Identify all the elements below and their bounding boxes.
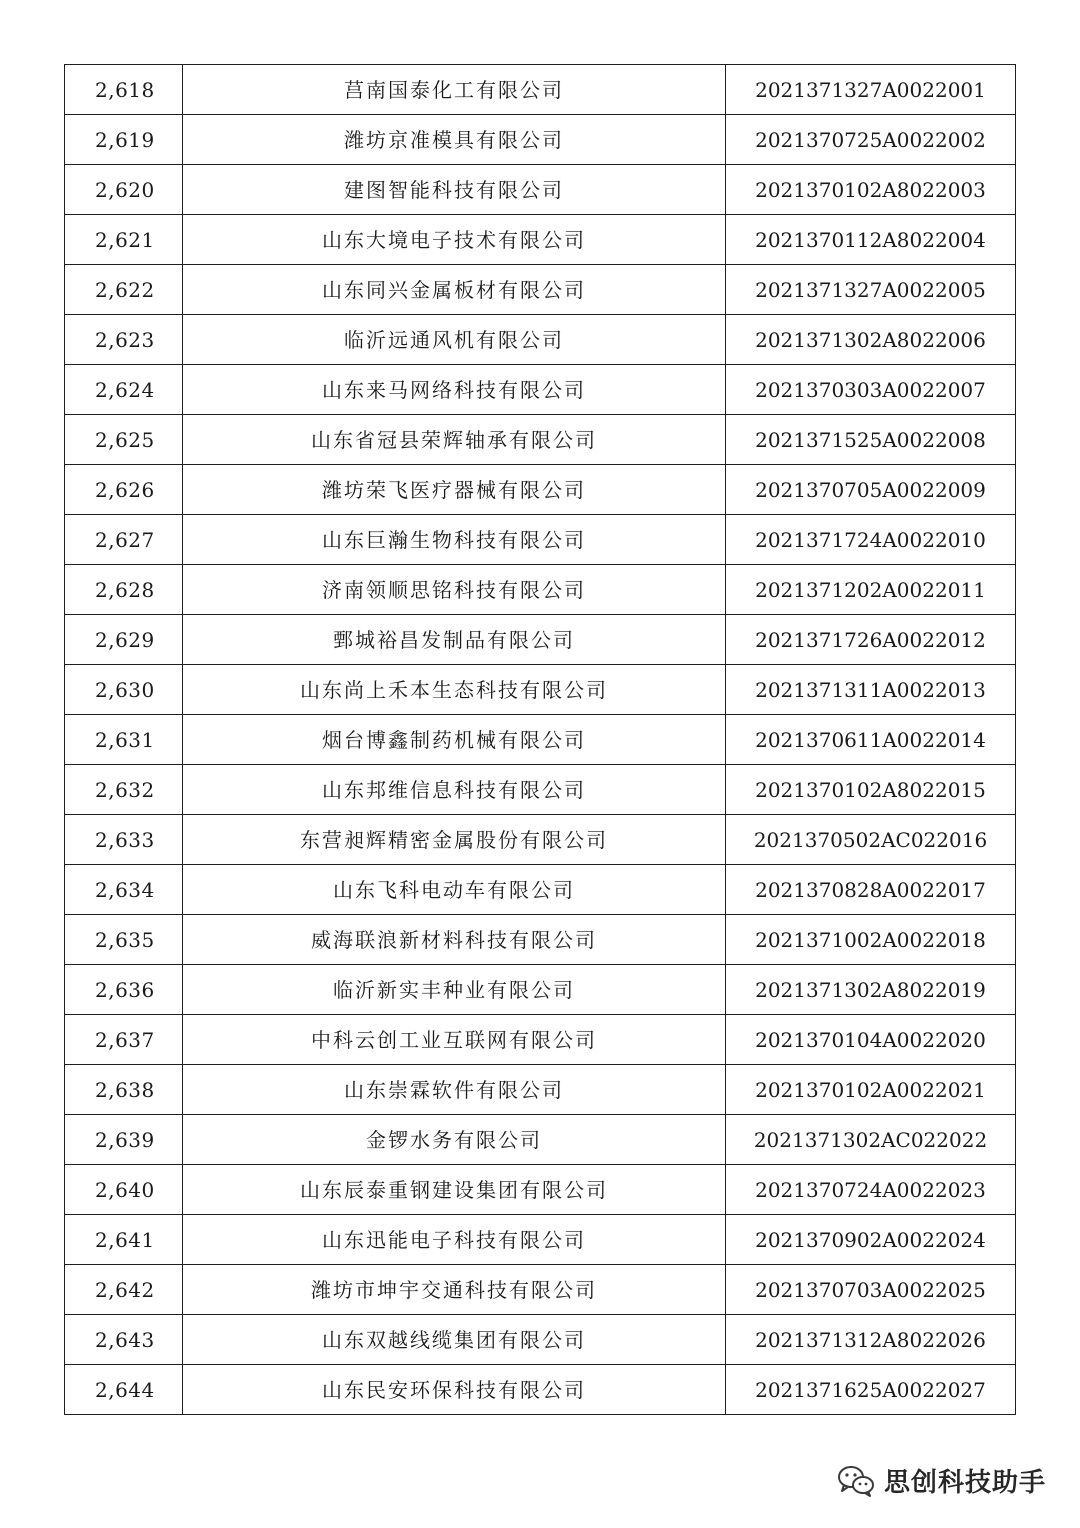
row-number: 2,618: [65, 65, 183, 115]
row-number: 2,622: [65, 265, 183, 315]
company-name: 临沂新实丰种业有限公司: [183, 965, 726, 1015]
registration-code: 2021371312A8022026: [726, 1315, 1016, 1365]
table-row: [65, 365, 1016, 415]
table-row: [65, 565, 1016, 615]
row-number: 2,634: [65, 865, 183, 915]
registration-code: 2021370102A8022015: [726, 765, 1016, 815]
company-name: 山东民安环保科技有限公司: [183, 1365, 726, 1415]
company-name: 东营昶辉精密金属股份有限公司: [183, 815, 726, 865]
row-number: 2,638: [65, 1065, 183, 1115]
row-number: 2,639: [65, 1115, 183, 1165]
row-number: 2,641: [65, 1215, 183, 1265]
table-row: [65, 1265, 1016, 1315]
registration-code: 2021371302A8022019: [726, 965, 1016, 1015]
registration-code: 2021371202A0022011: [726, 565, 1016, 615]
table-row: [65, 1215, 1016, 1265]
registration-code: 2021371002A0022018: [726, 915, 1016, 965]
registration-code: 2021371625A0022027: [726, 1365, 1016, 1415]
table-row: [65, 215, 1016, 265]
company-name: 威海联浪新材料科技有限公司: [183, 915, 726, 965]
registration-code: 2021370724A0022023: [726, 1165, 1016, 1215]
row-number: 2,631: [65, 715, 183, 765]
row-number: 2,640: [65, 1165, 183, 1215]
company-name: 山东省冠县荣辉轴承有限公司: [183, 415, 726, 465]
row-number: 2,623: [65, 315, 183, 365]
registration-code: 2021370104A0022020: [726, 1015, 1016, 1065]
row-number: 2,621: [65, 215, 183, 265]
row-number: 2,627: [65, 515, 183, 565]
row-number: 2,632: [65, 765, 183, 815]
company-name: 山东辰泰重钢建设集团有限公司: [183, 1165, 726, 1215]
table-row: [65, 65, 1016, 115]
company-name: 山东邦维信息科技有限公司: [183, 765, 726, 815]
table-row: [65, 265, 1016, 315]
registration-code: 2021370112A8022004: [726, 215, 1016, 265]
table-row: [65, 1315, 1016, 1365]
company-name: 金锣水务有限公司: [183, 1115, 726, 1165]
company-name: 鄄城裕昌发制品有限公司: [183, 615, 726, 665]
watermark-text: 思创科技助手: [883, 1468, 1046, 1498]
company-name: 烟台博鑫制药机械有限公司: [183, 715, 726, 765]
wechat-icon: [836, 1463, 876, 1499]
row-number: 2,626: [65, 465, 183, 515]
registration-code: 2021370705A0022009: [726, 465, 1016, 515]
watermark: [836, 1462, 1046, 1499]
row-number: 2,625: [65, 415, 183, 465]
company-name: 山东崇霖软件有限公司: [183, 1065, 726, 1115]
company-name: 潍坊市坤宇交通科技有限公司: [183, 1265, 726, 1315]
table-row: [65, 1165, 1016, 1215]
registration-code: 2021371302A8022006: [726, 315, 1016, 365]
row-number: 2,629: [65, 615, 183, 665]
table-row: [65, 515, 1016, 565]
table-row: [65, 665, 1016, 715]
table-row: [65, 315, 1016, 365]
registration-code: 2021371327A0022001: [726, 65, 1016, 115]
registration-code: 2021370611A0022014: [726, 715, 1016, 765]
row-number: 2,633: [65, 815, 183, 865]
registration-code: 2021370303A0022007: [726, 365, 1016, 415]
table-row: [65, 915, 1016, 965]
company-name: 潍坊京准模具有限公司: [183, 115, 726, 165]
table-row: [65, 615, 1016, 665]
table-row: [65, 1015, 1016, 1065]
registration-code: 2021370102A8022003: [726, 165, 1016, 215]
row-number: 2,628: [65, 565, 183, 615]
row-number: 2,619: [65, 115, 183, 165]
row-number: 2,644: [65, 1365, 183, 1415]
company-name: 临沂远通风机有限公司: [183, 315, 726, 365]
table-row: [65, 765, 1016, 815]
registration-code: 2021370725A0022002: [726, 115, 1016, 165]
row-number: 2,620: [65, 165, 183, 215]
company-name: 山东同兴金属板材有限公司: [183, 265, 726, 315]
registration-code: 2021370828A0022017: [726, 865, 1016, 915]
registration-code: 2021370703A0022025: [726, 1265, 1016, 1315]
table-row: [65, 715, 1016, 765]
registration-code: 2021371724A0022010: [726, 515, 1016, 565]
company-name: 山东飞科电动车有限公司: [183, 865, 726, 915]
table-row: [65, 115, 1016, 165]
company-name: 山东大境电子技术有限公司: [183, 215, 726, 265]
row-number: 2,637: [65, 1015, 183, 1065]
company-name: 潍坊荣飞医疗器械有限公司: [183, 465, 726, 515]
row-number: 2,630: [65, 665, 183, 715]
row-number: 2,636: [65, 965, 183, 1015]
company-name: 建图智能科技有限公司: [183, 165, 726, 215]
row-number: 2,643: [65, 1315, 183, 1365]
company-name: 莒南国泰化工有限公司: [183, 65, 726, 115]
registration-code: 2021371726A0022012: [726, 615, 1016, 665]
company-name: 山东尚上禾本生态科技有限公司: [183, 665, 726, 715]
table-row: [65, 1365, 1016, 1415]
registration-code: 2021370902A0022024: [726, 1215, 1016, 1265]
registration-code: 2021371327A0022005: [726, 265, 1016, 315]
company-name: 山东双越线缆集团有限公司: [183, 1315, 726, 1365]
company-name: 山东巨瀚生物科技有限公司: [183, 515, 726, 565]
table-row: [65, 965, 1016, 1015]
company-name: 山东来马网络科技有限公司: [183, 365, 726, 415]
registration-code: 2021371311A0022013: [726, 665, 1016, 715]
table-row: [65, 815, 1016, 865]
table-body: [65, 65, 1016, 1415]
registration-code: 2021370102A0022021: [726, 1065, 1016, 1115]
table-row: [65, 1115, 1016, 1165]
table-row: [65, 865, 1016, 915]
table-row: [65, 1065, 1016, 1115]
table-row: [65, 415, 1016, 465]
company-name: 中科云创工业互联网有限公司: [183, 1015, 726, 1065]
row-number: 2,635: [65, 915, 183, 965]
company-name: 山东迅能电子科技有限公司: [183, 1215, 726, 1265]
company-name: 济南领顺思铭科技有限公司: [183, 565, 726, 615]
table-row: [65, 465, 1016, 515]
registration-code: 2021371525A0022008: [726, 415, 1016, 465]
registration-code: 2021371302AC022022: [726, 1115, 1016, 1165]
row-number: 2,624: [65, 365, 183, 415]
table-row: [65, 165, 1016, 215]
company-list-table: [64, 64, 1016, 1415]
row-number: 2,642: [65, 1265, 183, 1315]
registration-code: 2021370502AC022016: [726, 815, 1016, 865]
